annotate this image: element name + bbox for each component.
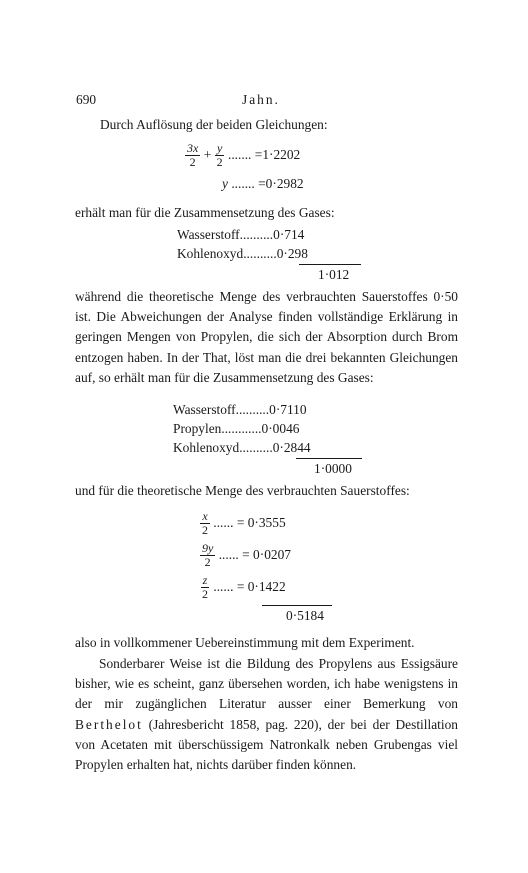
leader-dots: ...... <box>213 515 234 530</box>
table2-row <box>173 419 299 439</box>
component-label: Propylen <box>173 421 222 436</box>
leader-dots: ....... <box>227 147 252 162</box>
fraction-numerator: x <box>202 509 208 524</box>
leader-dots: ............ <box>221 421 262 436</box>
paragraph-text: Sonderbarer Weise ist die Bildung des Propylens aus Essigsäure bisher, wie es scheint, ganz übersehen worden, ich habe wenigstens in der mir zugänglichen Literatur ausser einer Bemerkung von <box>75 656 458 712</box>
intro-line: Durch Auflösung der beiden Gleichungen: <box>100 117 328 132</box>
leader-dots: .......... <box>243 246 277 261</box>
variable-y: y <box>222 176 228 191</box>
fraction-value: = 0·3555 <box>236 515 286 530</box>
leader-dots: ...... <box>213 579 234 594</box>
fraction-numerator: 9y <box>202 541 214 556</box>
fractions-total: 0·5184 <box>286 608 324 623</box>
component-label: Kohlenoxyd <box>177 246 244 261</box>
fraction-value: = 0·0207 <box>242 547 291 562</box>
table2-row <box>173 438 311 458</box>
leader-dots: .......... <box>239 227 274 242</box>
fraction-denominator: 2 <box>204 555 211 570</box>
running-title: Jahn. <box>242 92 280 107</box>
equation-value: =1·2202 <box>254 147 301 162</box>
leader-dots: .......... <box>239 440 273 455</box>
component-value: 0·714 <box>273 227 305 242</box>
leader-dots: ...... <box>218 547 239 562</box>
fraction-row <box>200 508 286 538</box>
component-value: 0·298 <box>276 246 308 261</box>
component-label: Kohlenoxyd <box>173 440 240 455</box>
component-value: 0·0046 <box>261 421 300 436</box>
component-label: Wasserstoff <box>177 227 240 242</box>
paragraph-text: (Jahresbericht 1858, pag. 220), der bei der Destillation von Acetaten mit überschüssigem Natronkalk neben Grubengas viel Propylen erhalten hat, nichts darüber finden können. <box>75 716 458 773</box>
composition-line: erhält man für die Zusammensetzung des Gases: <box>75 205 335 220</box>
equation-2 <box>222 174 304 194</box>
component-label: Wasserstoff <box>173 402 236 417</box>
theoretical-line: und für die theoretische Menge des verbrauchten Sauerstoffes: <box>75 483 410 498</box>
table1-row <box>177 244 308 264</box>
agreement-line: also in vollkommener Uebereinstimmung mit dem Experiment. <box>75 635 415 650</box>
paragraph-explanation: während die theoretische Menge des verbrauchten Sauerstoffes 0·50 ist. Die Abweichungen der Analyse finden vollständige Erklärung in geringen Mengen von Propylen, die sich der Absorption durch Brom entzogen haben. In der That, löst man die drei bekannten Gleichungen auf, so erhält man für die Zusammensetzung des Gases: <box>75 289 458 385</box>
fraction-y-over-2 <box>215 142 225 169</box>
fraction <box>200 574 210 601</box>
component-value: 0·2844 <box>272 440 311 455</box>
fraction-numerator: z <box>202 573 208 588</box>
equation-1 <box>185 138 300 172</box>
table1-row <box>177 225 304 245</box>
fraction-denominator: 2 <box>216 155 223 170</box>
fraction-denominator: 2 <box>202 523 208 538</box>
equation-value: =0·2982 <box>258 176 304 191</box>
fraction-denominator: 2 <box>189 155 196 170</box>
table1-total: 1·012 <box>318 267 350 282</box>
fraction-3x-over-2 <box>185 142 200 169</box>
component-value: 0·7110 <box>269 402 307 417</box>
fraction-row <box>200 540 291 570</box>
table2-total: 1·0000 <box>314 461 352 476</box>
plus-sign: + <box>203 147 212 162</box>
page-number: 690 <box>76 92 97 107</box>
fraction-row <box>200 572 286 602</box>
leader-dots: ....... <box>231 176 255 191</box>
fraction-numerator: 3x <box>187 141 199 156</box>
fraction-numerator: y <box>216 141 223 156</box>
table2-row <box>173 400 307 420</box>
leader-dots: .......... <box>235 402 270 417</box>
fraction <box>200 510 210 537</box>
fraction-value: = 0·1422 <box>236 579 286 594</box>
fraction <box>200 542 215 569</box>
paragraph-propylene <box>75 654 458 775</box>
author-name: Berthelot <box>75 716 143 732</box>
fraction-denominator: 2 <box>202 587 208 602</box>
